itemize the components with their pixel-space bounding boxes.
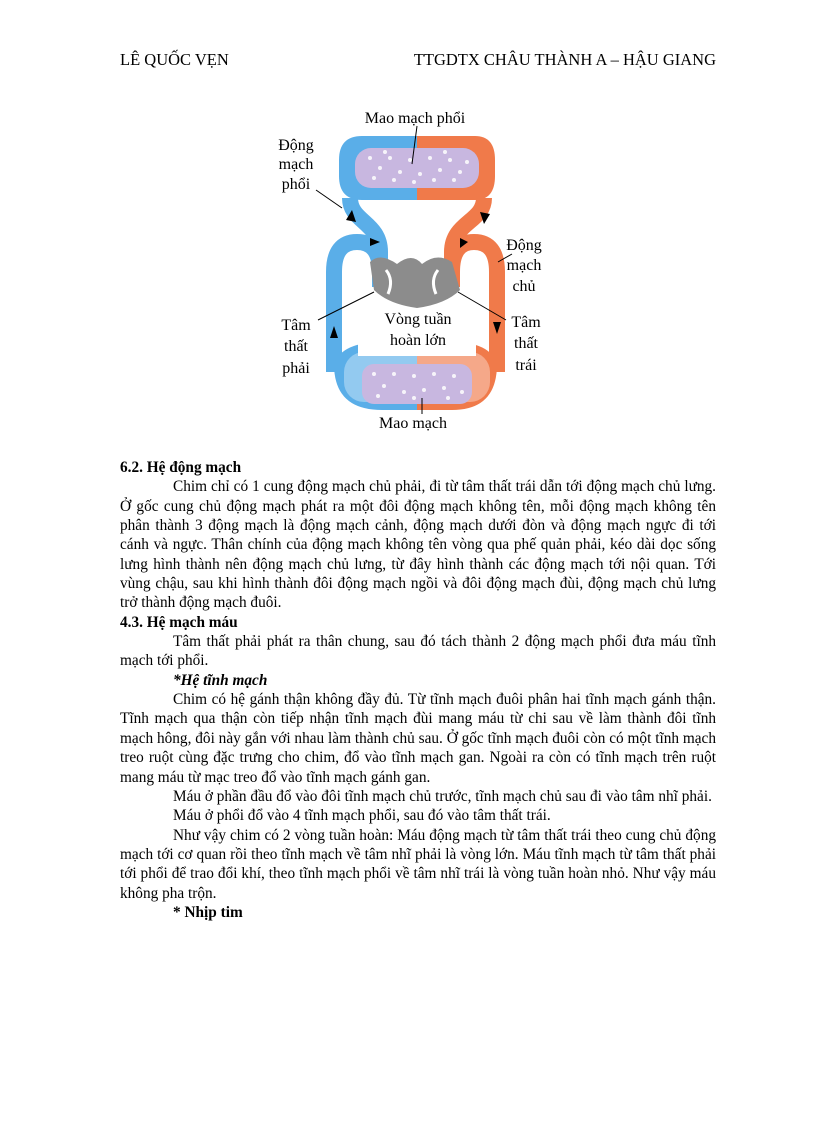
- circulation-diagram-svg: [262, 102, 562, 442]
- pulmonary-capillary-bed: [355, 148, 479, 188]
- subheading-veins: *Hệ tĩnh mạch: [173, 671, 268, 689]
- label-aorta-2: mạch: [506, 257, 542, 274]
- label-pulmonary-artery-3: phổi: [281, 176, 311, 193]
- label-systemic-circuit-2: hoàn lớn: [389, 332, 447, 349]
- systemic-capillary-bed: [362, 364, 472, 404]
- document-body: [120, 458, 716, 922]
- circulation-diagram: [262, 102, 562, 442]
- subheading-heart-rate: * Nhịp tim: [173, 903, 243, 921]
- paragraph-arteries: Chim chỉ có 1 cung động mạch chủ phải, đi từ tâm thất trái dẫn tới động mạch chủ lưng. Ở gốc cung chủ động mạch phát ra một đôi động mạch không tên, mỗi động mạch không tên phân thành 3 động mạch là động mạch cảnh, động mạch dưới đòn và động mạch ngực đi tới cánh và ngực. Thân chính của động mạch không tên vòng qua phế quản phải, kéo dài dọc sống lưng hình thành nên động mạch chủ lưng, từ đây hình thành các động mạch tới nội quan. Tới vùng chậu, sau khi hình thành đôi động mạch ngồi và đôi động mạch đùi, động mạch chủ lưng trở thành động mạch đuôi.: [120, 478, 716, 612]
- label-aorta-3: chủ: [512, 278, 536, 295]
- section-heading-blood-vessels: 4.3. Hệ mạch máu: [120, 613, 238, 631]
- paragraph-pulmonary: Tâm thất phải phát ra thân chung, sau đó tách thành 2 động mạch phổi đưa máu tĩnh mạch tới phổi.: [120, 633, 716, 670]
- paragraph-lung-blood: Máu ở phổi đổ vào 4 tĩnh mạch phổi, sau đó vào tâm thất trái.: [173, 807, 551, 825]
- label-left-ventricle-1: Tâm: [511, 314, 541, 331]
- label-aorta-1: Động: [506, 237, 542, 254]
- label-right-ventricle-3: phải: [282, 360, 310, 377]
- section-heading-arteries: 6.2. Hệ động mạch: [120, 459, 242, 476]
- label-pulmonary-capillaries: Mao mạch phổi: [364, 110, 466, 127]
- label-right-ventricle-1: Tâm: [281, 317, 311, 334]
- header-organization: TTGDTX CHÂU THÀNH A – HẬU GIANG: [413, 50, 716, 69]
- label-pulmonary-artery-2: mạch: [278, 156, 314, 173]
- label-left-ventricle-3: trái: [515, 357, 537, 374]
- label-pulmonary-artery-1: Động: [278, 137, 314, 154]
- label-right-ventricle-2: thất: [284, 338, 308, 355]
- paragraph-renal-portal: Chim có hệ gánh thận không đầy đủ. Từ tĩnh mạch đuôi phân hai tĩnh mạch gánh thận. Tĩnh mạch qua thận còn tiếp nhận tĩnh mạch đùi mang máu từ chi sau về làm thành đôi tĩnh mạch hông, đôi này gắn với nhau làm thành chủ sau. Ở gốc tĩnh mạch đuôi còn có một tĩnh mạch treo ruột cùng đặc trưng cho chim, đổ vào tĩnh mạch gan. Ngoài ra còn có tĩnh mạch trên ruột mang máu từ mạc treo đổ vào tĩnh mạch gánh gan.: [120, 691, 716, 786]
- label-capillaries: Mao mạch: [379, 415, 447, 432]
- paragraph-two-circuits: Như vậy chim có 2 vòng tuần hoàn: Máu động mạch từ tâm thất trái theo cung chủ động mạch tới cơ quan rồi theo tĩnh mạch về tâm nhĩ phải là vòng lớn. Máu tĩnh mạch từ tâm thất phải tới phổi để trao đổi khí, theo tĩnh mạch phổi về tâm nhĩ trái là vòng tuần hoàn nhỏ. Như vậy máu không pha trộn.: [120, 826, 716, 902]
- header-author: LÊ QUỐC VẸN: [120, 50, 229, 69]
- paragraph-head-blood: Máu ở phần đầu đổ vào đôi tĩnh mạch chủ trước, tĩnh mạch chủ sau đi vào tâm nhĩ phải.: [173, 787, 712, 805]
- label-systemic-circuit-1: Vòng tuần: [384, 311, 452, 328]
- label-left-ventricle-2: thất: [514, 335, 538, 352]
- page-header: [120, 50, 716, 72]
